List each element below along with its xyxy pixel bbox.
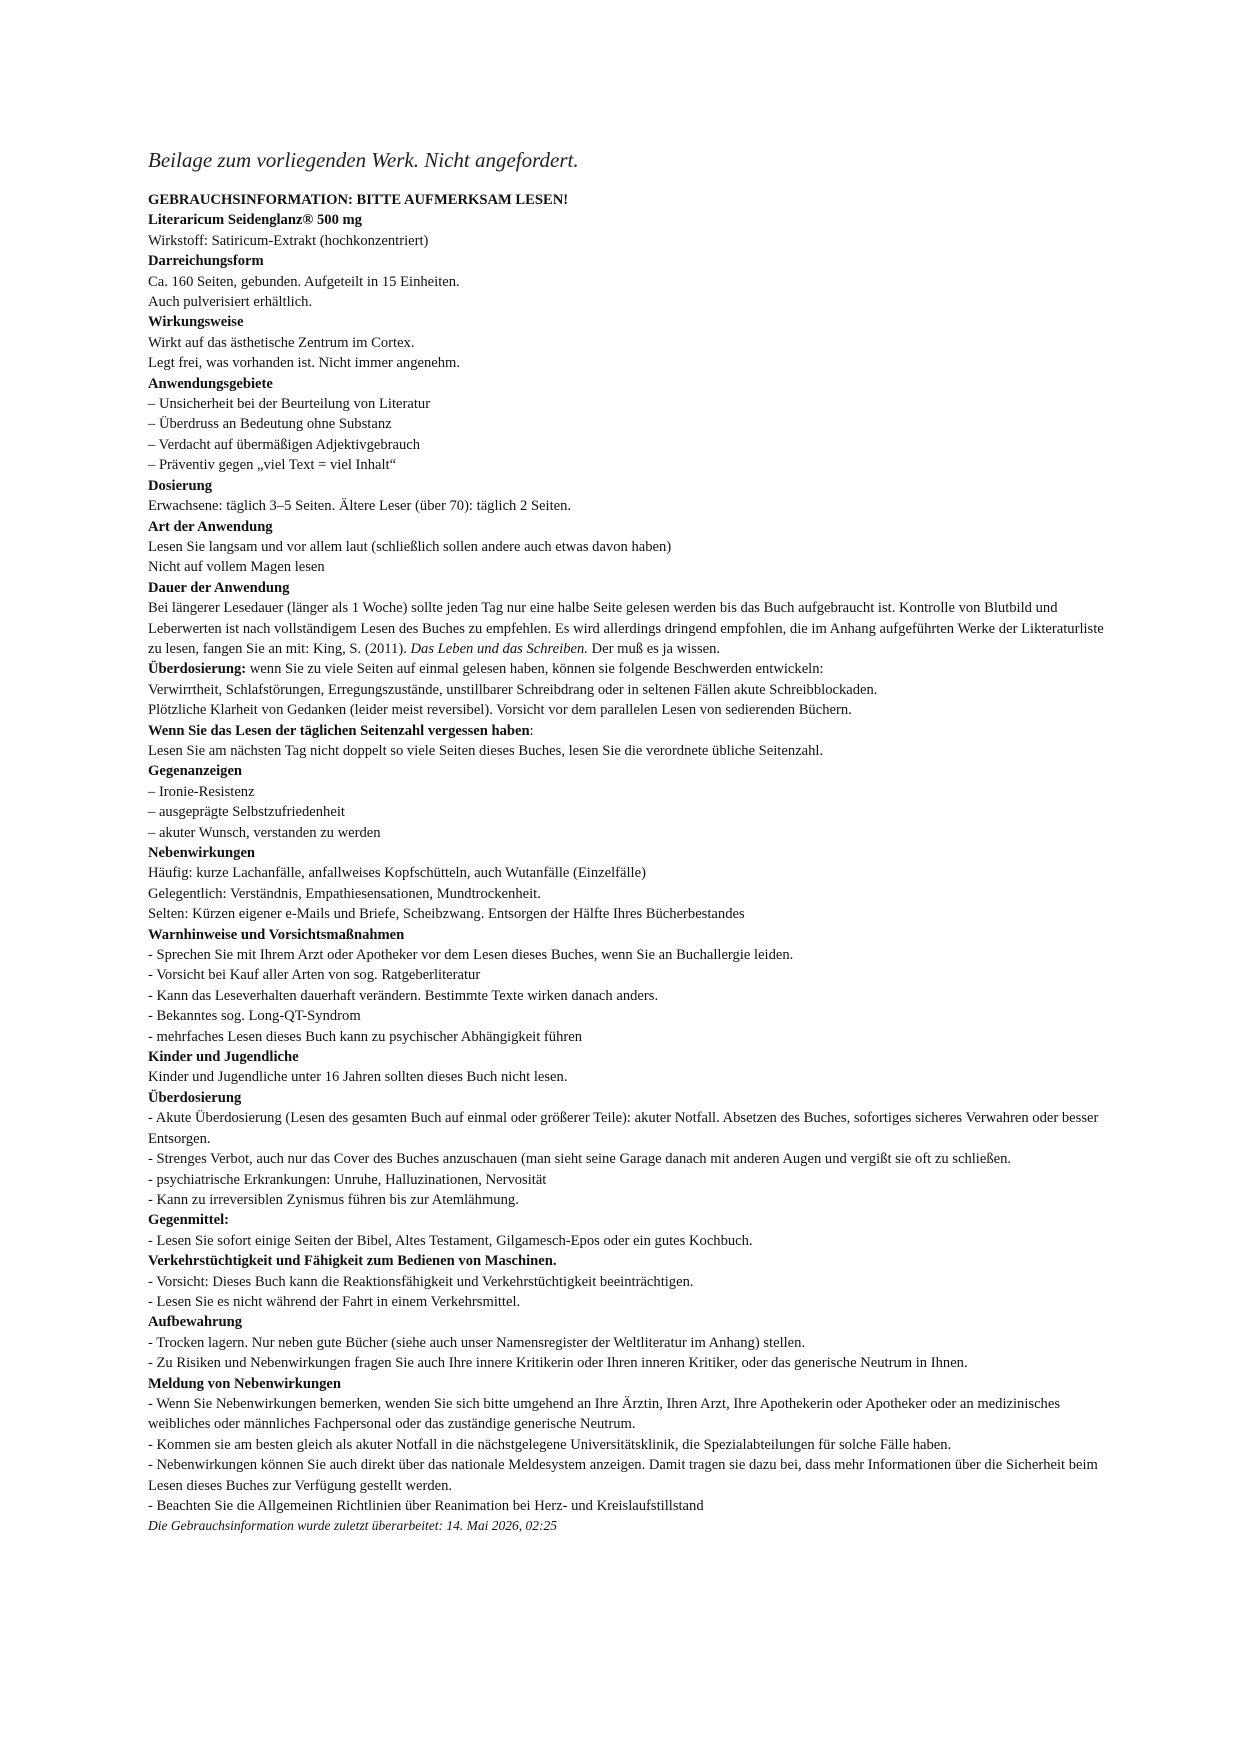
package-leaflet: [148, 190, 1111, 1537]
gegenanzeigen-item: – Ironie-Resistenz: [148, 783, 255, 800]
vergessen-colon: :: [529, 722, 534, 739]
dauer-paragraph: [148, 598, 1111, 659]
ueberdosierung-inline-text: wenn Sie zu viele Seiten auf einmal gelesen haben, können sie folgende Beschwerden entwickeln:: [246, 661, 824, 678]
vergessen-label: Wenn Sie das Lesen der täglichen Seitenzahl vergessen haben: [148, 722, 530, 739]
section-heading-dosierung: Dosierung: [148, 477, 213, 494]
darreichungsform-line: Ca. 160 Seiten, gebunden. Aufgeteilt in 15 Einheiten.: [148, 273, 460, 290]
warnhinweise-item: - Vorsicht bei Kauf aller Arten von sog. Ratgeberliteratur: [148, 967, 481, 984]
section-heading-kinder: Kinder und Jugendliche: [148, 1049, 299, 1066]
gegenmittel-line: - Lesen Sie sofort einige Seiten der Bibel, Altes Testament, Gilgamesch-Epos oder ein gutes Kochbuch.: [148, 1232, 753, 1249]
active-ingredient: Wirkstoff: Satiricum-Extrakt (hochkonzentriert): [148, 232, 429, 249]
gegenanzeigen-item: – akuter Wunsch, verstanden zu werden: [148, 824, 381, 841]
aufbewahrung-line: - Trocken lagern. Nur neben gute Bücher (siehe auch unser Namensregister der Weltliteratur im Anhang) stellen.: [148, 1334, 806, 1351]
verkehr-line: - Vorsicht: Dieses Buch kann die Reaktionsfähigkeit und Verkehrstüchtigkeit beeinträchtigen.: [148, 1273, 694, 1290]
art-line: Nicht auf vollem Magen lesen: [148, 559, 325, 576]
section-heading-ueberdosierung: Überdosierung: [148, 1089, 242, 1106]
dauer-text-a: Bei längerer Lesedauer (länger als 1 Woche) sollte jeden Tag nur eine halbe Seite gelesen werden bis das Buch aufgebraucht ist. Kontrolle von Blutbild und Leberwerten ist nach vollständigem Lesen des Buches zu empfehlen. Es wird allerdings dringend empfohlen, die im Anhang aufgeführten Werke der Likteraturliste zu lesen, fangen Sie an mit: King, S. (2011).: [148, 600, 1104, 657]
section-heading-gegenanzeigen: Gegenanzeigen: [148, 763, 243, 780]
meldung-item: - Nebenwirkungen können Sie auch direkt über das nationale Meldesystem anzeigen. Damit tragen sie dazu bei, dass mehr Informationen über die Sicherheit beim Lesen dieses Buches zur Verfügung gestellt werden.: [148, 1457, 1098, 1494]
section-heading-aufbewahrung: Aufbewahrung: [148, 1314, 243, 1331]
aufbewahrung-line: - Zu Risiken und Nebenwirkungen fragen Sie auch Ihre innere Kritikerin oder Ihren inneren Kritiker, oder das generische Neutrum in Ihnen.: [148, 1355, 968, 1372]
ueberdosierung-item: - Akute Überdosierung (Lesen des gesamten Buch auf einmal oder größerer Teile): akuter Notfall. Absetzen des Buches, sofortiges sicheres Verwahren oder besser Entsorgen.: [148, 1110, 1099, 1147]
vergessen-heading: [148, 721, 1111, 741]
meldung-item: - Kommen sie am besten gleich als akuter Notfall in die nächstgelegene Universitätsklinik, die Spezialabteilungen für solche Fälle haben.: [148, 1436, 952, 1453]
verkehr-line: - Lesen Sie es nicht während der Fahrt in einem Verkehrsmittel.: [148, 1293, 521, 1310]
section-heading-wirkungsweise: Wirkungsweise: [148, 314, 244, 331]
anwendungsgebiete-item: – Überdruss an Bedeutung ohne Substanz: [148, 416, 392, 433]
ueberdosierung-item: - Strenges Verbot, auch nur das Cover des Buches anzuschauen (man sieht seine Garage danach mit anderen Augen und vergißt sie oft zu schließen.: [148, 1151, 1012, 1168]
leaflet-title: GEBRAUCHSINFORMATION: BITTE AUFMERKSAM LESEN!: [148, 192, 569, 208]
anwendungsgebiete-item: – Unsicherheit bei der Beurteilung von Literatur: [148, 396, 431, 413]
section-heading-gegenmittel: Gegenmittel:: [148, 1212, 230, 1229]
ueberdosierung-item: - Kann zu irreversiblen Zynismus führen bis zur Atemlähmung.: [148, 1191, 519, 1208]
section-heading-verkehr: Verkehrstüchtigkeit und Fähigkeit zum Bedienen von Maschinen.: [148, 1253, 557, 1270]
dosierung-line: Erwachsene: täglich 3–5 Seiten. Ältere Leser (über 70): täglich 2 Seiten.: [148, 498, 572, 515]
ueberdosierung-symptom-line: Verwirrtheit, Schlafstörungen, Erregungszustände, unstillbarer Schreibdrang oder in seltenen Fällen akute Schreibblockaden.: [148, 681, 878, 698]
nebenwirkungen-line: Häufig: kurze Lachanfälle, anfallweises Kopfschütteln, auch Wutanfälle (Einzelfälle): [148, 865, 646, 882]
vergessen-line: Lesen Sie am nächsten Tag nicht doppelt so viele Seiten dieses Buches, lesen Sie die verordnete übliche Seitenzahl.: [148, 742, 824, 759]
section-heading-meldung: Meldung von Nebenwirkungen: [148, 1375, 341, 1392]
section-heading-anwendungsgebiete: Anwendungsgebiete: [148, 375, 273, 392]
warnhinweise-item: - Bekanntes sog. Long-QT-Syndrom: [148, 1008, 361, 1025]
section-heading-art-der-anwendung: Art der Anwendung: [148, 518, 273, 535]
section-heading-warnhinweise: Warnhinweise und Vorsichtsmaßnahmen: [148, 926, 405, 943]
meldung-item: - Wenn Sie Nebenwirkungen bemerken, wenden Sie sich bitte umgehend an Ihre Ärztin, Ihren Arzt, Ihre Apothekerin oder Apotheker oder an medizinisches weibliches oder männliches Fachpersonal oder das zuständige generische Neutrum.: [148, 1395, 1060, 1433]
section-heading-dauer: Dauer der Anwendung: [148, 579, 290, 596]
section-heading-nebenwirkungen: Nebenwirkungen: [148, 845, 256, 861]
kinder-line: Kinder und Jugendliche unter 16 Jahren sollten dieses Buch nicht lesen.: [148, 1069, 568, 1086]
product-name: Literaricum Seidenglanz® 500 mg: [148, 212, 362, 229]
header-note: Beilage zum vorliegenden Werk. Nicht angefordert.: [148, 148, 579, 172]
warnhinweise-item: - mehrfaches Lesen dieses Buch kann zu psychischer Abhängigkeit führen: [148, 1028, 583, 1045]
dauer-text-b: Der muß es ja wissen.: [587, 640, 721, 657]
gegenanzeigen-item: – ausgeprägte Selbstzufriedenheit: [148, 804, 345, 821]
wirkungsweise-line: Legt frei, was vorhanden ist. Nicht immer angenehm.: [148, 355, 461, 372]
ueberdosierung-item: - psychiatrische Erkrankungen: Unruhe, Halluzinationen, Nervosität: [148, 1171, 547, 1188]
wirkungsweise-line: Wirkt auf das ästhetische Zentrum im Cortex.: [148, 334, 415, 351]
ueberdosierung-inline: [148, 659, 1111, 679]
section-heading-darreichungsform: Darreichungsform: [148, 253, 264, 270]
warnhinweise-item: - Kann das Leseverhalten dauerhaft verändern. Bestimmte Texte wirken danach anders.: [148, 987, 659, 1004]
art-line: Lesen Sie langsam und vor allem laut (schließlich sollen andere auch etwas davon haben): [148, 538, 672, 555]
ueberdosierung-label: Überdosierung:: [148, 661, 247, 678]
anwendungsgebiete-item: – Präventiv gegen „viel Text = viel Inhalt“: [148, 457, 397, 474]
darreichungsform-line: Auch pulverisiert erhältlich.: [148, 294, 313, 311]
ueberdosierung-symptom-line: Plötzliche Klarheit von Gedanken (leider meist reversibel). Vorsicht vor dem parallelen Lesen von sedierenden Büchern.: [148, 702, 852, 719]
warnhinweise-item: - Sprechen Sie mit Ihrem Arzt oder Apotheker vor dem Lesen dieses Buches, wenn Sie an Buchallergie leiden.: [148, 947, 794, 964]
revision-note: Die Gebrauchsinformation wurde zuletzt überarbeitet: 14. Mai 2026, 02:25: [148, 1518, 557, 1534]
book-title: Das Leben und das Schreiben.: [410, 640, 588, 657]
meldung-item: - Beachten Sie die Allgemeinen Richtlinien über Reanimation bei Herz- und Kreislaufstillstand: [148, 1498, 704, 1514]
nebenwirkungen-line: Selten: Kürzen eigener e-Mails und Briefe, Scheibzwang. Entsorgen der Hälfte Ihres Bücherbestandes: [148, 906, 745, 923]
nebenwirkungen-line: Gelegentlich: Verständnis, Empathiesensationen, Mundtrockenheit.: [148, 885, 541, 902]
anwendungsgebiete-item: – Verdacht auf übermäßigen Adjektivgebrauch: [148, 436, 421, 453]
